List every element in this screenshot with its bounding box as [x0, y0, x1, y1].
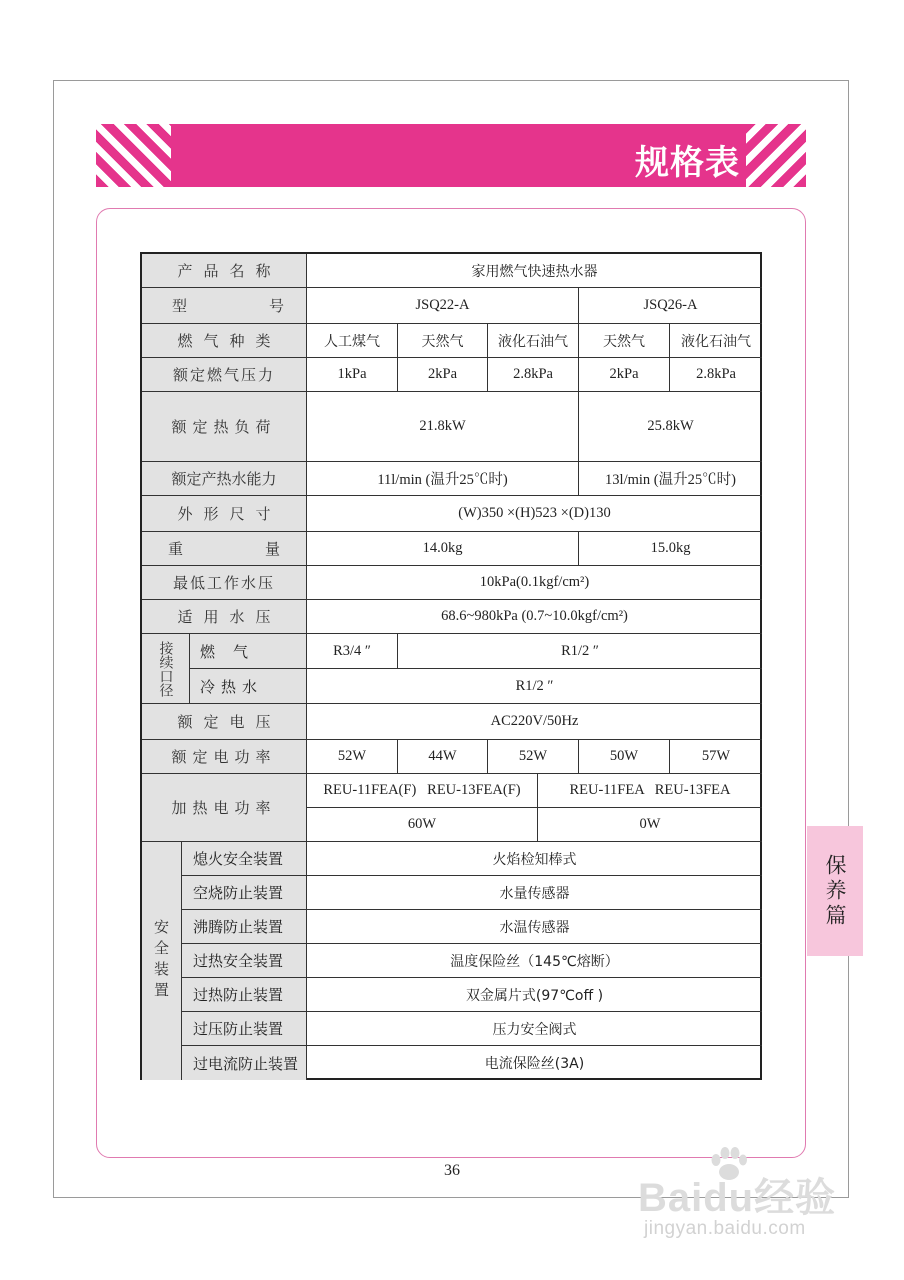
- safety-name-6: 过压防止装置: [182, 1012, 307, 1046]
- label-dimensions: 外形尺寸: [142, 496, 307, 532]
- label-weight: [142, 532, 363, 566]
- safety-name-3: 沸腾防止装置: [182, 910, 307, 944]
- model-value-2: JSQ26-A: [579, 288, 762, 324]
- rated-power-2: 44W: [398, 740, 488, 774]
- water-pressure-range-value: 68.6~980kPa (0.7~10.0kgf/cm²): [307, 600, 762, 634]
- safety-name-1: 熄火安全装置: [182, 842, 307, 876]
- safety-value-1: 火焰检知棒式: [307, 842, 762, 876]
- label-rated-voltage: 额定电压: [142, 704, 307, 740]
- spec-table: [140, 252, 762, 1080]
- safety-value-5: 双金属片式(97℃off ): [307, 978, 762, 1012]
- label-connection-text: 接续口径: [157, 640, 174, 697]
- weight-2: 15.0kg: [579, 532, 762, 566]
- rated-power-4: 50W: [579, 740, 670, 774]
- heating-power-value-2: 0W: [538, 808, 762, 842]
- connection-gas-1: R3/4 ″: [307, 634, 398, 669]
- gas-type-2: 天然气: [398, 324, 488, 358]
- watermark-logo: Baidu经验: [638, 1176, 837, 1220]
- label-safety: [142, 842, 182, 1080]
- header-banner: [96, 124, 806, 187]
- label-rated-gas-pressure: 额定燃气压力: [142, 358, 307, 392]
- heating-power-models-1: REU-11FEA(F) REU-13FEA(F): [307, 774, 538, 808]
- safety-name-7: 过电流防止装置: [182, 1046, 307, 1080]
- gas-type-3: 液化石油气: [488, 324, 579, 358]
- min-water-pressure-value: 10kPa(0.1kgf/cm²): [307, 566, 762, 600]
- heating-power-value-1: 60W: [307, 808, 538, 842]
- safety-name-4: 过热安全装置: [182, 944, 307, 978]
- safety-value-2: 水量传感器: [307, 876, 762, 910]
- label-rated-power: 额定电功率: [142, 740, 307, 774]
- gas-type-4: 天然气: [579, 324, 670, 358]
- banner-stripes-left: [96, 124, 171, 187]
- connection-gas-2: R1/2 ″: [398, 634, 762, 669]
- weight-1: 14.0kg: [307, 532, 579, 566]
- gas-pressure-5: 2.8kPa: [670, 358, 762, 392]
- label-connection-water: 冷热水: [190, 669, 307, 704]
- page-number: 36: [444, 1162, 460, 1179]
- gas-type-1: 人工煤气: [307, 324, 398, 358]
- label-gas-type: 燃气种类: [142, 324, 307, 358]
- gas-pressure-4: 2kPa: [579, 358, 670, 392]
- banner-stripes-right: [746, 124, 806, 187]
- page-title: 规格表: [635, 143, 740, 183]
- safety-value-3: 水温传感器: [307, 910, 762, 944]
- gas-type-5: 液化石油气: [670, 324, 762, 358]
- gas-pressure-1: 1kPa: [307, 358, 398, 392]
- safety-name-5: 过热防止装置: [182, 978, 307, 1012]
- watermark: [630, 1142, 860, 1252]
- label-safety-text: 安全装置: [152, 919, 170, 1003]
- heat-load-2: 25.8kW: [579, 392, 762, 462]
- label-connection-gas: 燃气: [190, 634, 307, 669]
- model-value-1: JSQ22-A: [307, 288, 579, 324]
- gas-pressure-3: 2.8kPa: [488, 358, 579, 392]
- gas-pressure-2: 2kPa: [398, 358, 488, 392]
- label-hot-water-capacity: 额定产热水能力: [142, 462, 307, 496]
- label-product-name: 产品名称: [142, 254, 307, 288]
- label-min-water-pressure: 最低工作水压: [142, 566, 307, 600]
- hot-water-capacity-1: 11l/min (温升25℃时): [307, 462, 579, 496]
- connection-water-value: R1/2 ″: [307, 669, 762, 704]
- watermark-url: jingyan.baidu.com: [644, 1218, 806, 1239]
- product-name-value: 家用燃气快速热水器: [307, 254, 762, 288]
- safety-value-6: 压力安全阀式: [307, 1012, 762, 1046]
- rated-power-5: 57W: [670, 740, 762, 774]
- label-rated-heat-load: 额定热负荷: [142, 392, 307, 462]
- safety-value-4: 温度保险丝（145℃熔断）: [307, 944, 762, 978]
- label-model: [142, 288, 367, 324]
- side-tab: [807, 826, 863, 956]
- safety-value-7: 电流保险丝(3A): [484, 1056, 585, 1072]
- side-tab-label: 保养篇: [823, 853, 847, 929]
- label-model-text: 型号: [172, 297, 367, 315]
- label-weight-text: 重量: [168, 540, 363, 558]
- dimensions-value: (W)350 ×(H)523 ×(D)130: [307, 496, 762, 532]
- label-connection: [142, 634, 190, 704]
- rated-voltage-value: AC220V/50Hz: [307, 704, 762, 740]
- heating-power-models-2: REU-11FEA REU-13FEA: [538, 774, 762, 808]
- rated-power-1: 52W: [307, 740, 398, 774]
- hot-water-capacity-2: 13l/min (温升25℃时): [579, 462, 762, 496]
- label-water-pressure-range: 适用水压: [142, 600, 307, 634]
- safety-name-2: 空烧防止装置: [182, 876, 307, 910]
- rated-power-3: 52W: [488, 740, 579, 774]
- label-heating-power: 加热电功率: [142, 774, 307, 842]
- heat-load-1: 21.8kW: [307, 392, 579, 462]
